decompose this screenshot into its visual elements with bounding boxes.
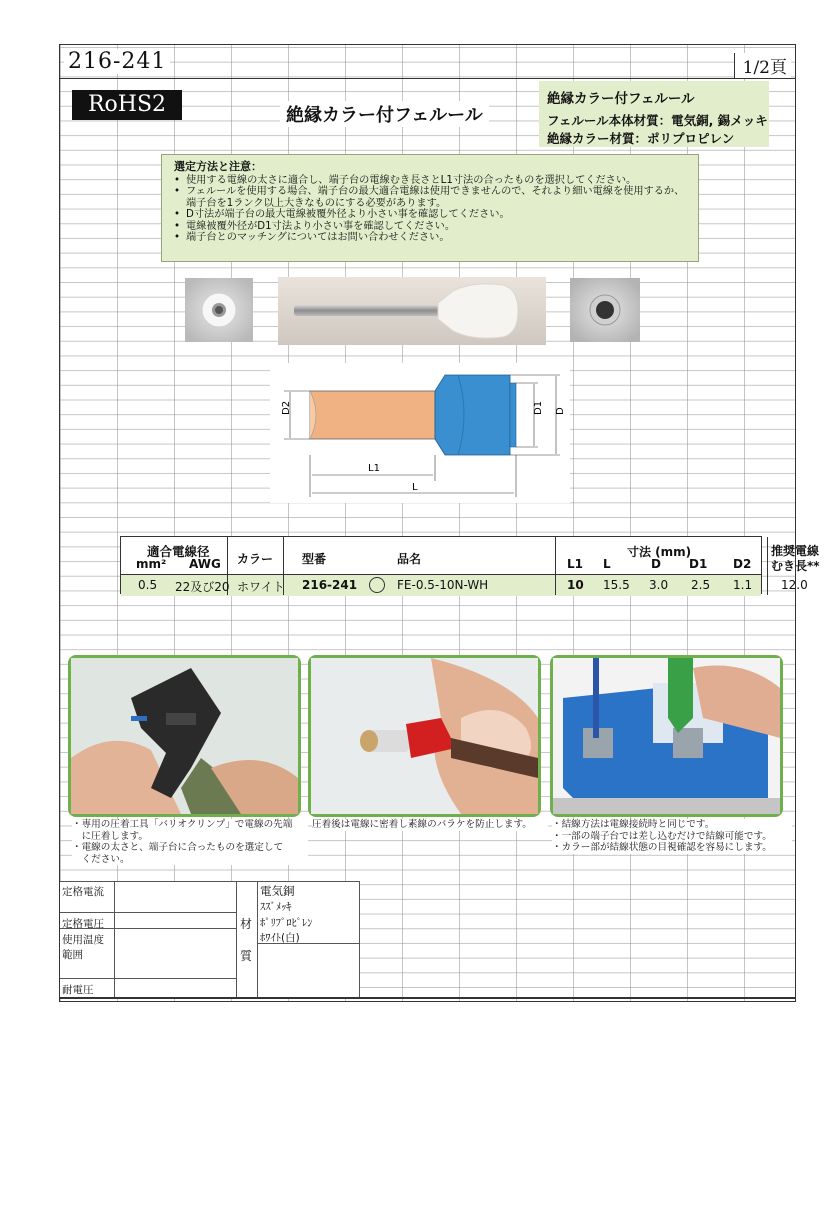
th-dimensions: 寸法 (mm) xyxy=(627,545,692,559)
th-d1: D1 xyxy=(689,557,708,571)
ferrule-side-photo xyxy=(278,277,546,345)
material-value: ｽｽﾞﾒｯｷ xyxy=(260,901,292,913)
cell-color: ホワイト xyxy=(237,580,285,594)
caption-line: 圧着後は電線に密着し素線のバラケを防止します。 xyxy=(312,819,532,830)
material-spec-box xyxy=(539,81,769,147)
th-strip-length-1: 推奨電線 xyxy=(771,544,820,558)
label-rated-current: 定格電流 xyxy=(62,886,104,898)
label-temp-range-2: 範囲 xyxy=(62,949,83,961)
notes-list xyxy=(172,175,688,244)
ferrule-front-photo xyxy=(185,278,253,342)
terminal-block-photo xyxy=(550,655,783,817)
product-code-header: 216-241 xyxy=(64,49,170,74)
th-mm2: mm² xyxy=(136,557,167,571)
caption-terminal-block xyxy=(552,819,792,854)
dim-label-l1: L1 xyxy=(368,463,380,474)
crimped-ferrule-photo xyxy=(308,655,541,817)
page-number: 1/2頁 xyxy=(734,53,791,78)
caption-line: ・電線の太さと、端子台に合ったものを選定して xyxy=(72,842,284,853)
label-withstand-voltage: 耐電圧 xyxy=(62,984,94,996)
cell-d2: 1.1 xyxy=(733,578,753,592)
th-d2: D2 xyxy=(733,557,752,571)
caption-line: ・専用の圧着工具「バリオクリンプ」で電線の先端 xyxy=(72,819,293,830)
cell-l: 15.5 xyxy=(603,578,630,592)
bottom-border xyxy=(60,997,795,999)
th-product-name: 品名 xyxy=(397,552,422,566)
caption-crimped xyxy=(312,819,548,831)
selection-notes xyxy=(161,154,699,262)
dim-label-d1: D1 xyxy=(533,400,544,415)
th-d: D xyxy=(651,557,661,571)
note-item: • 端子台とのマッチングについてはお問い合わせください。 xyxy=(172,232,688,244)
caption-line: ・一部の端子台では差し込むだけで結線可能です。 xyxy=(552,830,772,842)
th-l: L xyxy=(603,557,611,571)
th-l1: L1 xyxy=(567,557,583,571)
cell-product-name: FE-0.5-10N-WH xyxy=(397,578,489,592)
caption-line: に圧着します。 xyxy=(72,830,148,842)
page-title: 絶縁カラー付フェルール xyxy=(280,101,489,127)
dim-label-d2: D2 xyxy=(281,400,292,415)
ferrule-back-photo xyxy=(570,278,640,342)
crimp-tool-photo xyxy=(68,655,301,817)
cell-d: 3.0 xyxy=(649,578,669,592)
notes-heading: 選定方法と注意： xyxy=(174,160,262,173)
cell-mm2: 0.5 xyxy=(138,578,158,592)
cell-l1: 10 xyxy=(567,578,584,592)
cell-strip-length: 12.0 xyxy=(781,578,808,592)
note-item: • D寸法が端子台の最大電線被覆外径より小さい事を確認してください。 xyxy=(172,209,688,221)
caption-line: ください。 xyxy=(72,853,130,865)
th-wire-size: 適合電線径 xyxy=(147,544,210,559)
th-color: カラー xyxy=(237,552,274,566)
label-rated-voltage: 定格電圧 xyxy=(62,918,104,930)
note-item: • 使用する電線の太さに適合し、端子台の電線むき長さとL1寸法の合ったものを選択してください。 xyxy=(172,175,688,187)
product-table xyxy=(120,536,820,594)
cell-awg: 22及び20 xyxy=(175,580,230,594)
label-material-1: 材 xyxy=(240,917,253,931)
cell-part-no: 216-241 xyxy=(302,578,358,592)
caption-line: ・結線方法は電線接続時と同じです。 xyxy=(552,819,715,830)
dim-label-l: L xyxy=(412,482,418,493)
spec-body-material: フェルール本体材質：電気銅, 錫メッキ xyxy=(547,113,768,128)
ratings-table xyxy=(60,881,360,998)
material-value: ﾎﾜｲﾄ(白) xyxy=(260,932,300,944)
th-awg: AWG xyxy=(189,557,221,571)
label-temp-range: 使用温度 xyxy=(62,934,104,946)
spec-collar-material: 絶縁カラー材質：ポリプロピレン xyxy=(547,131,735,146)
th-part-no: 型番 xyxy=(302,552,327,566)
material-value: ﾎﾟﾘﾌﾟﾛﾋﾟﾚﾝ xyxy=(260,917,313,929)
spec-sheet xyxy=(59,44,820,1002)
th-strip-length-2: むき長** xyxy=(771,559,820,573)
label-material-2: 質 xyxy=(240,949,253,963)
header-divider xyxy=(60,78,795,79)
note-item: • 電線被覆外径がD1寸法より小さい事を確認してください。 xyxy=(172,221,688,233)
material-value: 電気銅 xyxy=(260,884,295,898)
caption-line: ・カラー部が結線状態の目視確認を容易にします。 xyxy=(552,842,772,853)
status-circle xyxy=(369,577,385,593)
note-item: • フェルールを使用する場合、端子台の最大適合電線は使用できませんので、それより細い電線を使用するか、端子台を1ランク以上大きなものにする必要があります。 xyxy=(172,186,688,209)
dimension-drawing xyxy=(270,363,570,503)
caption-crimp-tool xyxy=(72,819,308,865)
spec-heading: 絶縁カラー付フェルール xyxy=(547,91,695,107)
cell-d1: 2.5 xyxy=(691,578,711,592)
dim-label-d: D xyxy=(555,407,566,415)
rohs-badge: RoHS2 xyxy=(72,90,182,120)
